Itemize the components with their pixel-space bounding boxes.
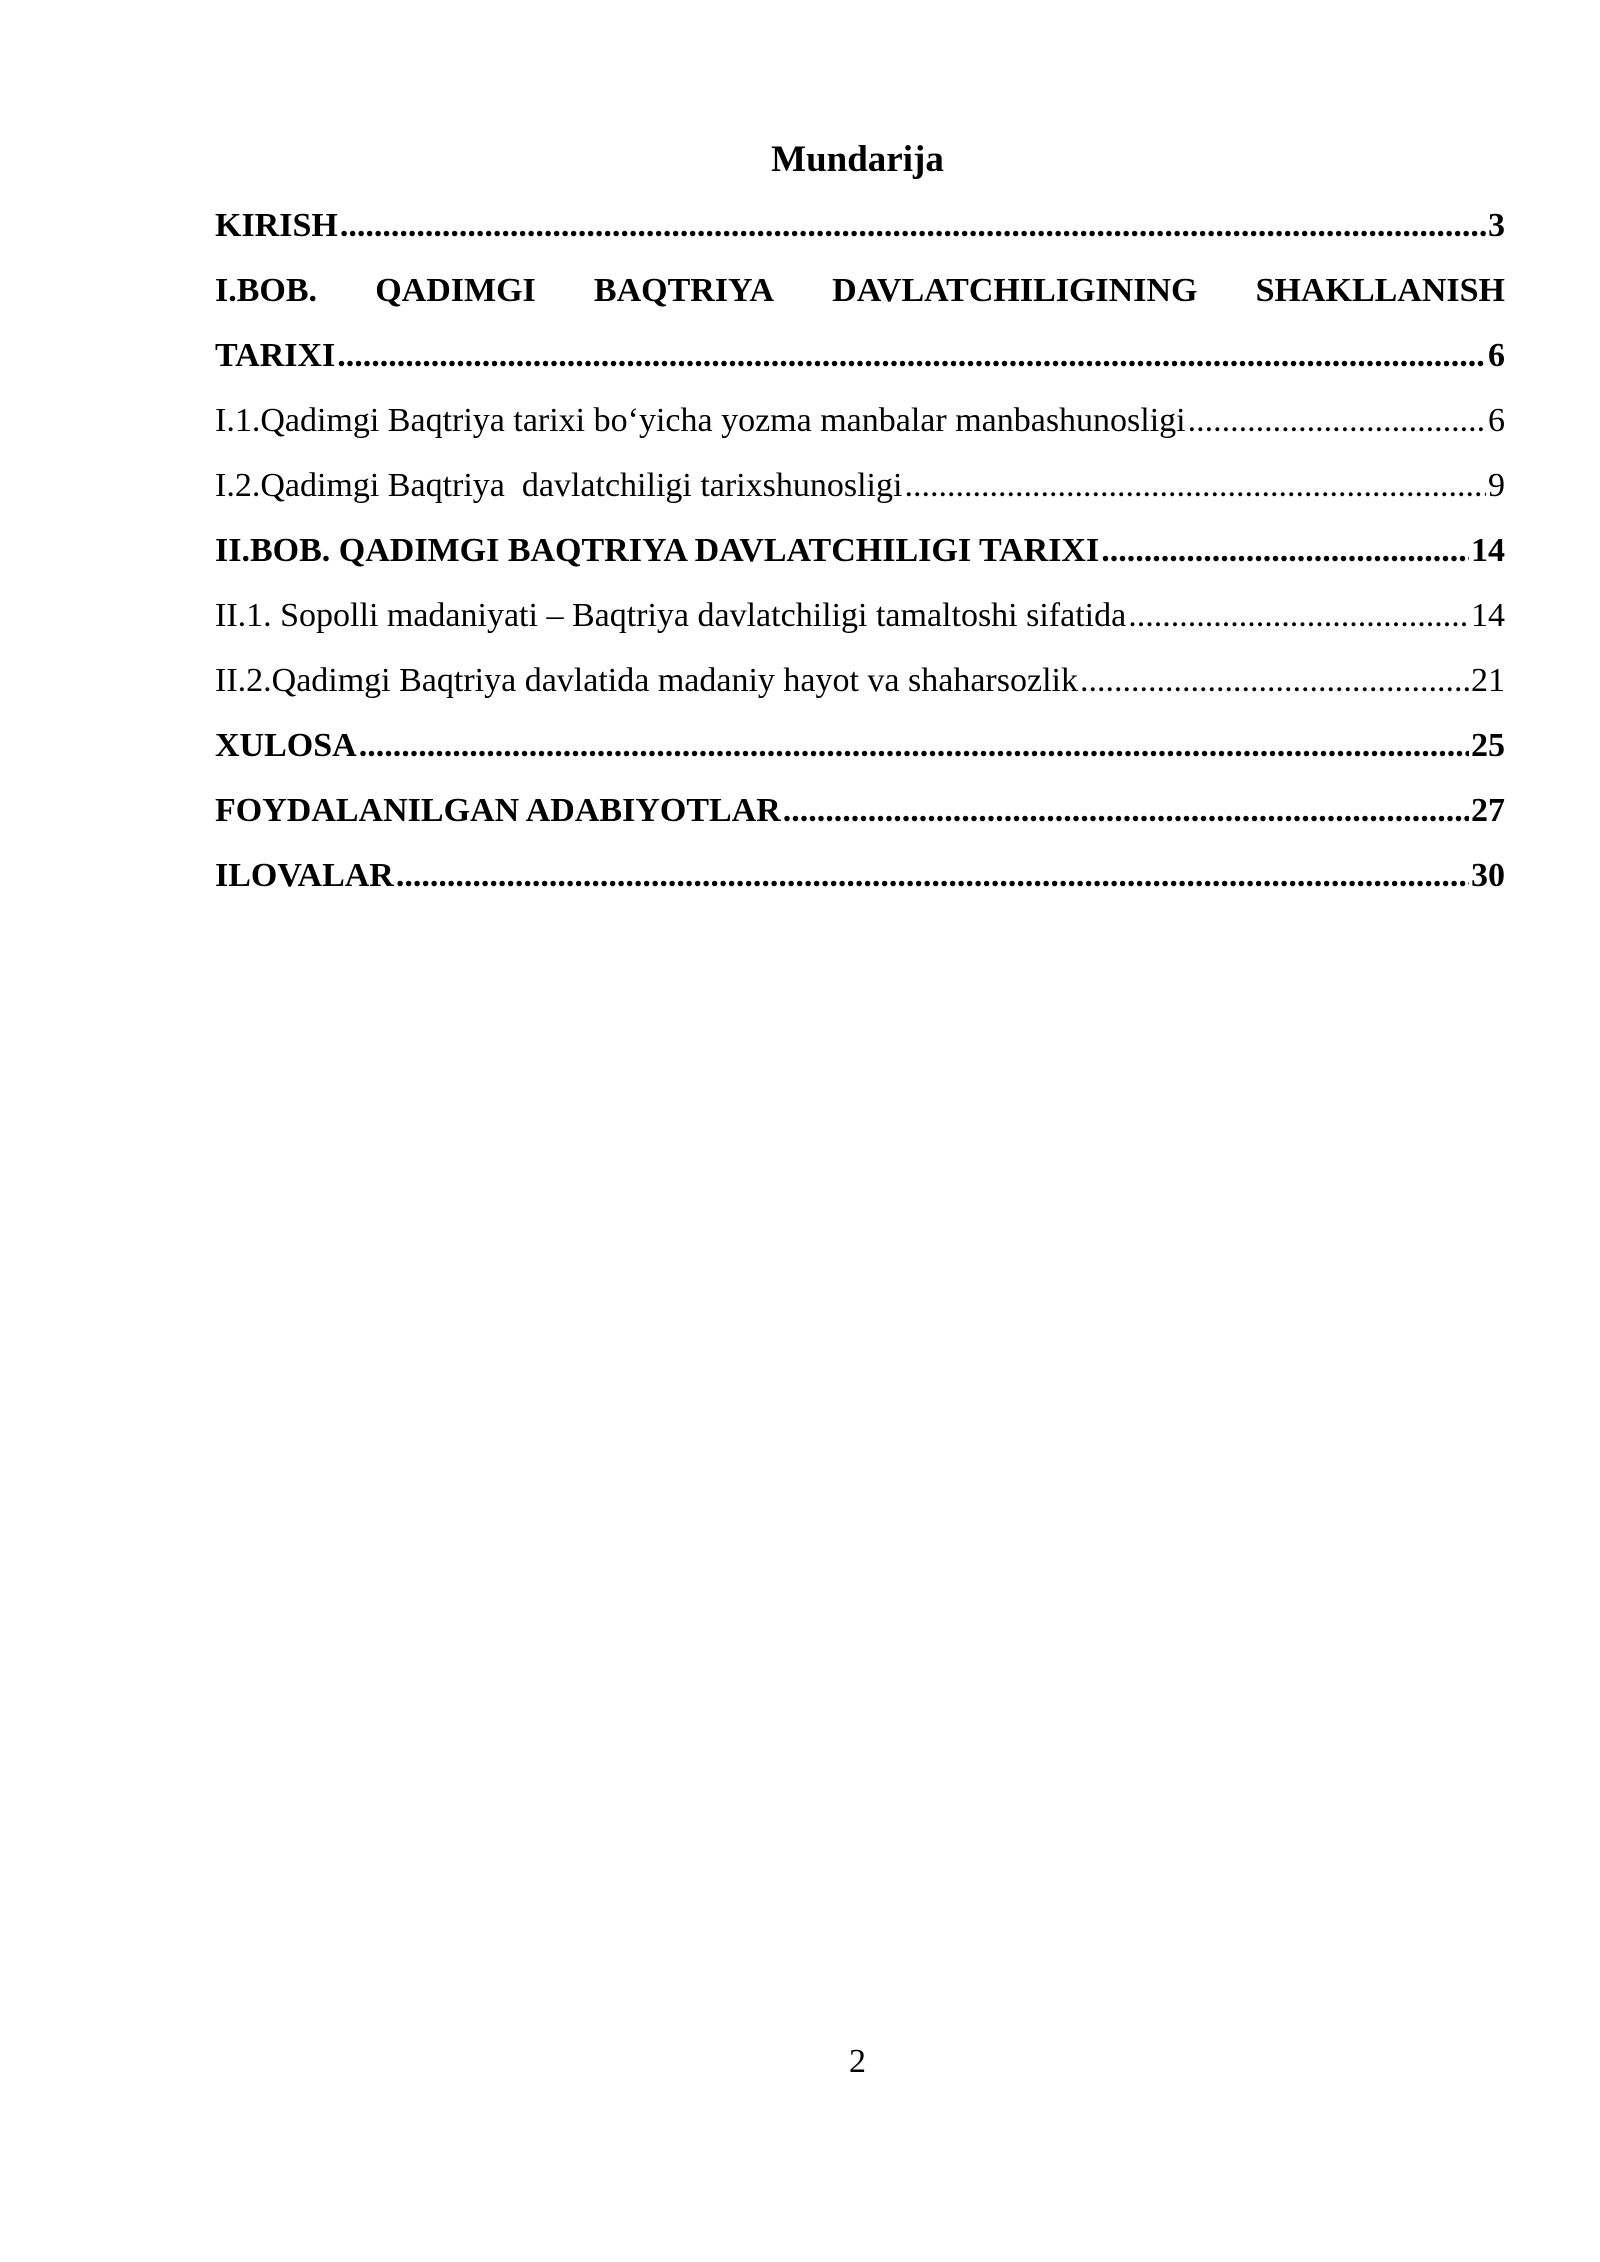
toc-entry-text: ILOVALAR [215,857,394,894]
toc-entry-word: I.BOB. [215,272,318,309]
toc-entry-page: 14 [1471,532,1505,569]
toc-entry-text: I.2.Qadimgi Baqtriya davlatchiligi tarixshunosligi [215,467,903,504]
toc-entry-word: QADIMGI [375,272,536,309]
toc-dot-leader [396,852,1469,900]
toc-entry-text: TARIXI [215,337,336,374]
toc-entry-section-2-1[interactable] [215,592,1505,657]
toc-entry-page: 21 [1471,662,1505,699]
toc-entry-text: II.2.Qadimgi Baqtriya davlatida madaniy hayot va shaharsozlik [215,662,1078,699]
toc-dot-leader [1128,592,1469,640]
toc-entry-kirish[interactable] [215,202,1505,267]
toc-entry-section-1-2[interactable] [215,462,1505,527]
toc-entry-text: KIRISH [215,207,338,244]
toc-entry-word: SHAKLLANISH [1255,272,1505,309]
toc-entry-text: I.1.Qadimgi Baqtriya tarixi bo‘yicha yozma manbalar manbashunosligi [215,402,1186,439]
toc-dot-leader [1080,657,1469,705]
toc-entry-text: FOYDALANILGAN ADABIYOTLAR [215,792,781,829]
toc-dot-leader [359,722,1469,770]
toc-entry-page: 6 [1488,402,1505,439]
toc-entry-page: 30 [1471,857,1505,894]
toc-entry-chapter-1-line-2[interactable] [215,332,1505,397]
table-of-contents [215,202,1505,917]
toc-entry-text: XULOSA [215,727,357,764]
toc-dot-leader [1188,397,1486,445]
toc-entry-text: II.BOB. QADIMGI BAQTRIYA DAVLATCHILIGI TARIXI [215,532,1100,569]
toc-dot-leader [340,202,1486,250]
toc-title: Mundarija [771,139,944,180]
toc-entry-section-1-1[interactable] [215,397,1505,462]
toc-entry-page: 6 [1488,337,1505,374]
toc-dot-leader [1101,527,1469,575]
toc-entry-chapter-1-line-1[interactable] [215,267,1505,332]
toc-entry-foydalanilgan-adabiyotlar[interactable] [215,787,1505,852]
toc-entry-section-2-2[interactable] [215,657,1505,722]
toc-dot-leader [783,787,1469,835]
toc-entry-page: 27 [1471,792,1505,829]
toc-dot-leader [904,462,1486,510]
toc-dot-leader [337,332,1486,380]
toc-entry-page: 9 [1488,467,1505,504]
toc-entry-page: 25 [1471,727,1505,764]
toc-entry-xulosa[interactable] [215,722,1505,787]
toc-entry-word: BAQTRIYA [593,272,775,309]
toc-entry-ilovalar[interactable] [215,852,1505,917]
toc-entry-page: 3 [1488,207,1505,244]
toc-entry-chapter-2[interactable] [215,527,1505,592]
page-number: 2 [849,2043,866,2080]
toc-entry-word: DAVLATCHILIGINING [832,272,1198,309]
toc-entry-text: II.1. Sopolli madaniyati – Baqtriya davlatchiligi tamaltoshi sifatida [215,597,1127,634]
toc-entry-page: 14 [1471,597,1505,634]
